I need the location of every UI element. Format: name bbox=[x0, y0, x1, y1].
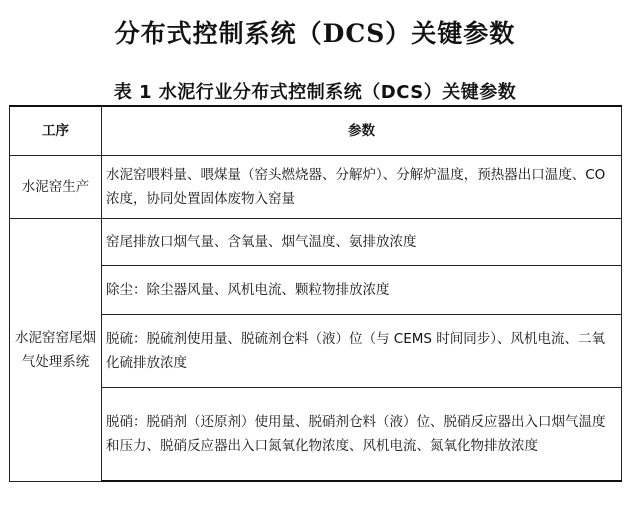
table-row bbox=[10, 219, 622, 266]
param-cell: 水泥窑喂料量、喂煤量（窑头燃烧器、分解炉）、分解炉温度，预热器出口温度、CO 浓度，协同处置固体废物入窑量 bbox=[102, 156, 622, 219]
table-row bbox=[10, 266, 622, 315]
header-process: 工序 bbox=[10, 106, 102, 156]
parameter-table bbox=[9, 105, 622, 482]
process-cell: 水泥窑窑尾烟气处理系统 bbox=[10, 219, 102, 482]
table-row bbox=[10, 156, 622, 219]
param-cell: 脱硝：脱硝剂（还原剂）使用量、脱硝剂仓料（液）位、脱硝反应器出入口烟气温度和压力、脱硝反应器出入口氮氧化物浓度、风机电流、氮氧化物排放浓度 bbox=[102, 388, 622, 482]
param-cell: 脱硫：脱硫剂使用量、脱硫剂仓料（液）位（与 CEMS 时间同步）、风机电流、二氧化硫排放浓度 bbox=[102, 315, 622, 388]
param-cell: 窑尾排放口烟气量、含氧量、烟气温度、氨排放浓度 bbox=[102, 219, 622, 266]
document-title: 分布式控制系统（DCS）关键参数 bbox=[114, 19, 516, 48]
param-cell: 除尘：除尘器风量、风机电流、颗粒物排放浓度 bbox=[102, 266, 622, 315]
table-row bbox=[10, 388, 622, 482]
table-header-row bbox=[10, 106, 622, 156]
table-row bbox=[10, 315, 622, 388]
header-params: 参数 bbox=[102, 106, 622, 156]
process-cell: 水泥窑生产 bbox=[10, 156, 102, 219]
table-caption: 表 1 水泥行业分布式控制系统（DCS）关键参数 bbox=[113, 82, 517, 103]
